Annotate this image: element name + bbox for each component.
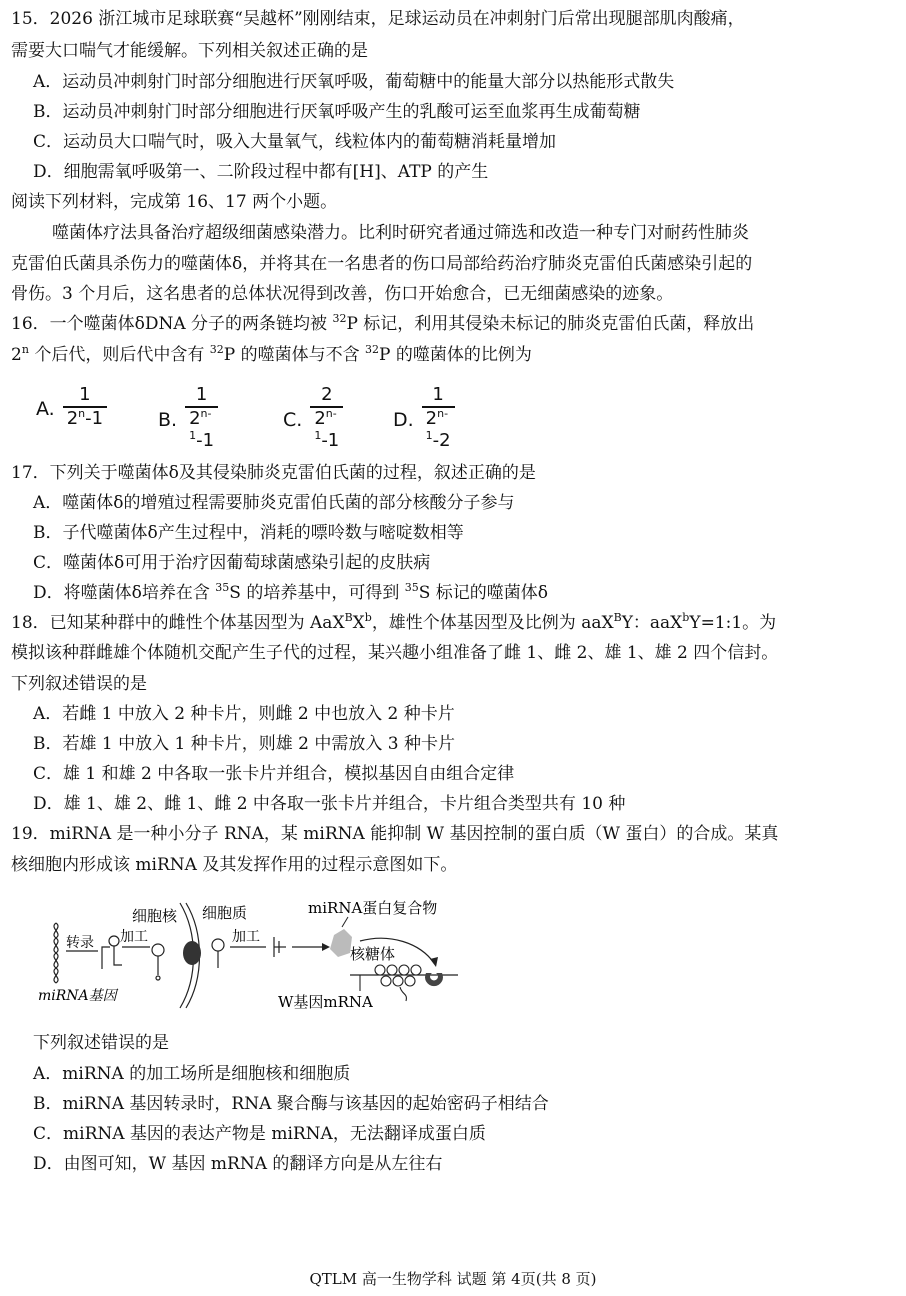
q15-option-d: D．细胞需氧呼吸第一、二阶段过程中都有[H]、ATP 的产生 (33, 162, 489, 182)
q19-stem-line2: 核细胞内形成该 miRNA 及其发挥作用的过程示意图如下。 (11, 855, 458, 875)
pre-mirna-icon (152, 944, 164, 980)
q19-stem-line1: 19．miRNA 是一种小分子 RNA，某 miRNA 能抑制 W 基因控制的蛋白质（W 蛋白）的合成。某真 (11, 824, 779, 844)
fraction: $\frac{1}{2^n-1}$ (63, 384, 107, 430)
q17-stem: 17．下列关于噬菌体δ及其侵染肺炎克雷伯氏菌的过程，叙述正确的是 (11, 463, 536, 483)
q19-after-diagram: 下列叙述错误的是 (33, 1033, 169, 1053)
reading-para-line1: 噬菌体疗法具备治疗超级细菌感染潜力。比利时研究者通过筛选和改造一种专门对耐药性肺炎 (52, 223, 749, 243)
fraction: $\frac{1}{2^{n-1}-2}$ (422, 384, 455, 452)
fraction: $\frac{2}{2^{n-1}-1}$ (310, 384, 343, 452)
reading-intro: 阅读下列材料，完成第 16、17 两个小题。 (11, 192, 338, 212)
q19-option-a: A．miRNA 的加工场所是细胞核和细胞质 (33, 1064, 351, 1084)
q19-option-c: C．miRNA 基因的表达产物是 miRNA，无法翻译成蛋白质 (33, 1124, 486, 1144)
q18-option-d: D．雄 1、雄 2、雌 1、雌 2 中各取一张卡片并组合，卡片组合类型共有 10 种 (33, 794, 626, 814)
q18-option-a: A．若雌 1 中放入 2 种卡片，则雌 2 中也放入 2 种卡片 (33, 704, 455, 724)
label-processing-2: 加工 (232, 929, 260, 945)
mirna-process-diagram (30, 893, 470, 1015)
fraction: $\frac{1}{2^{n-1}-1}$ (185, 384, 218, 452)
label-ribosome: 核糖体 (350, 945, 396, 963)
dna-helix-icon (54, 923, 58, 983)
q18-stem-line1: 18．已知某种群中的雌性个体基因型为 $AaX^BX^b$，雄性个体基因型及比例为 aaX$^B$Y：aaX$^b$Y=1:1。为 (11, 611, 777, 633)
label-mirna-gene: miRNA基因 (38, 988, 117, 1004)
q16-option-c: C. $\frac{2}{2^{n-1}-1}$ (283, 384, 343, 452)
pointer-line (342, 917, 348, 927)
q17-option-a: A．噬菌体δ的增殖过程需要肺炎克雷伯氏菌的部分核酸分子参与 (33, 493, 515, 513)
q15-option-a: A．运动员冲刺射门时部分细胞进行厌氧呼吸，葡萄糖中的能量大部分以热能形式散失 (33, 72, 675, 92)
reading-para-line2: 克雷伯氏菌具杀伤力的噬菌体δ，并将其在一名患者的伤口局部给药治疗肺炎克雷伯氏菌感染引起的 (11, 254, 753, 274)
label-processing-1: 加工 (120, 929, 148, 945)
q18-option-c: C．雄 1 和雄 2 中各取一张卡片并组合，模拟基因自由组合定律 (33, 764, 515, 784)
q16-option-b: B. $\frac{1}{2^{n-1}-1}$ (158, 384, 218, 452)
nuclear-pore-icon (183, 941, 201, 965)
arrowhead-icon (322, 943, 330, 951)
label-complex: miRNA蛋白复合物 (308, 899, 438, 917)
q16-option-d: D. $\frac{1}{2^{n-1}-2}$ (393, 384, 455, 452)
pri-mirna-hairpin-icon (102, 936, 122, 969)
q15-option-b: B．运动员冲刺射门时部分细胞进行厌氧呼吸产生的乳酸可运至血浆再生成葡萄糖 (33, 102, 641, 122)
q15-option-c: C．运动员大口喘气时，吸入大量氧气，线粒体内的葡萄糖消耗量增加 (33, 132, 557, 152)
mirna-duplex-icon (274, 937, 286, 957)
q17-option-b: B．子代噬菌体δ产生过程中，消耗的嘌呤数与嘧啶数相等 (33, 523, 464, 543)
q16-option-a: A. $\frac{1}{2^n-1}$ (36, 384, 107, 430)
label-transcription: 转录 (66, 935, 94, 951)
q18-option-b: B．若雄 1 中放入 1 种卡片，则雄 2 中需放入 3 种卡片 (33, 734, 455, 754)
label-w-gene-mrna: W基因mRNA (278, 993, 373, 1011)
pre-mirna-cytoplasm-icon (212, 939, 224, 968)
reading-para-line3: 骨伤。3 个月后，这名患者的总体状况得到改善，伤口开始愈合，已无细菌感染的迹象。 (11, 284, 674, 304)
q17-option-c: C．噬菌体δ可用于治疗因葡萄球菌感染引起的皮肤病 (33, 553, 431, 573)
q18-stem-line3: 下列叙述错误的是 (11, 674, 147, 694)
label-nucleus: 细胞核 (132, 907, 178, 925)
q17-option-d: D．将噬菌体δ培养在含 $^{35}$S 的培养基中，可得到 $^{35}$S 标记的噬菌体δ (33, 581, 549, 603)
q18-stem-line2: 模拟该种群雌雄个体随机交配产生子代的过程，某兴趣小组准备了雌 1、雌 2、雄 1、雄 2 四个信封。 (11, 643, 779, 663)
page-footer: QTLM 高一生物学科 试题 第 4页(共 8 页) (309, 1270, 597, 1288)
mirna-protein-complex-icon (330, 929, 352, 957)
q15-stem-line1: 15．2026 浙江城市足球联赛“吴越杯”刚刚结束，足球运动员在冲刺射门后常出现腿部肌肉酸痛， (11, 9, 745, 29)
q16-stem-line1: 16．一个噬菌体δDNA 分子的两条链均被 $^{32}$P 标记，利用其侵染未标记的肺炎克雷伯氏菌，释放出 (11, 312, 755, 334)
q19-option-b: B．miRNA 基因转录时，RNA 聚合酶与该基因的起始密码子相结合 (33, 1094, 549, 1114)
q15-stem-line2: 需要大口喘气才能缓解。下列相关叙述正确的是 (11, 41, 368, 61)
q19-option-d: D．由图可知，W 基因 mRNA 的翻译方向是从左往右 (33, 1154, 443, 1174)
q16-stem-line2: 2$^n$ 个后代，则后代中含有 $^{32}$P 的噬菌体与不含 $^{32}$P 的噬菌体的比例为 (11, 343, 532, 365)
label-cytoplasm: 细胞质 (202, 904, 248, 922)
